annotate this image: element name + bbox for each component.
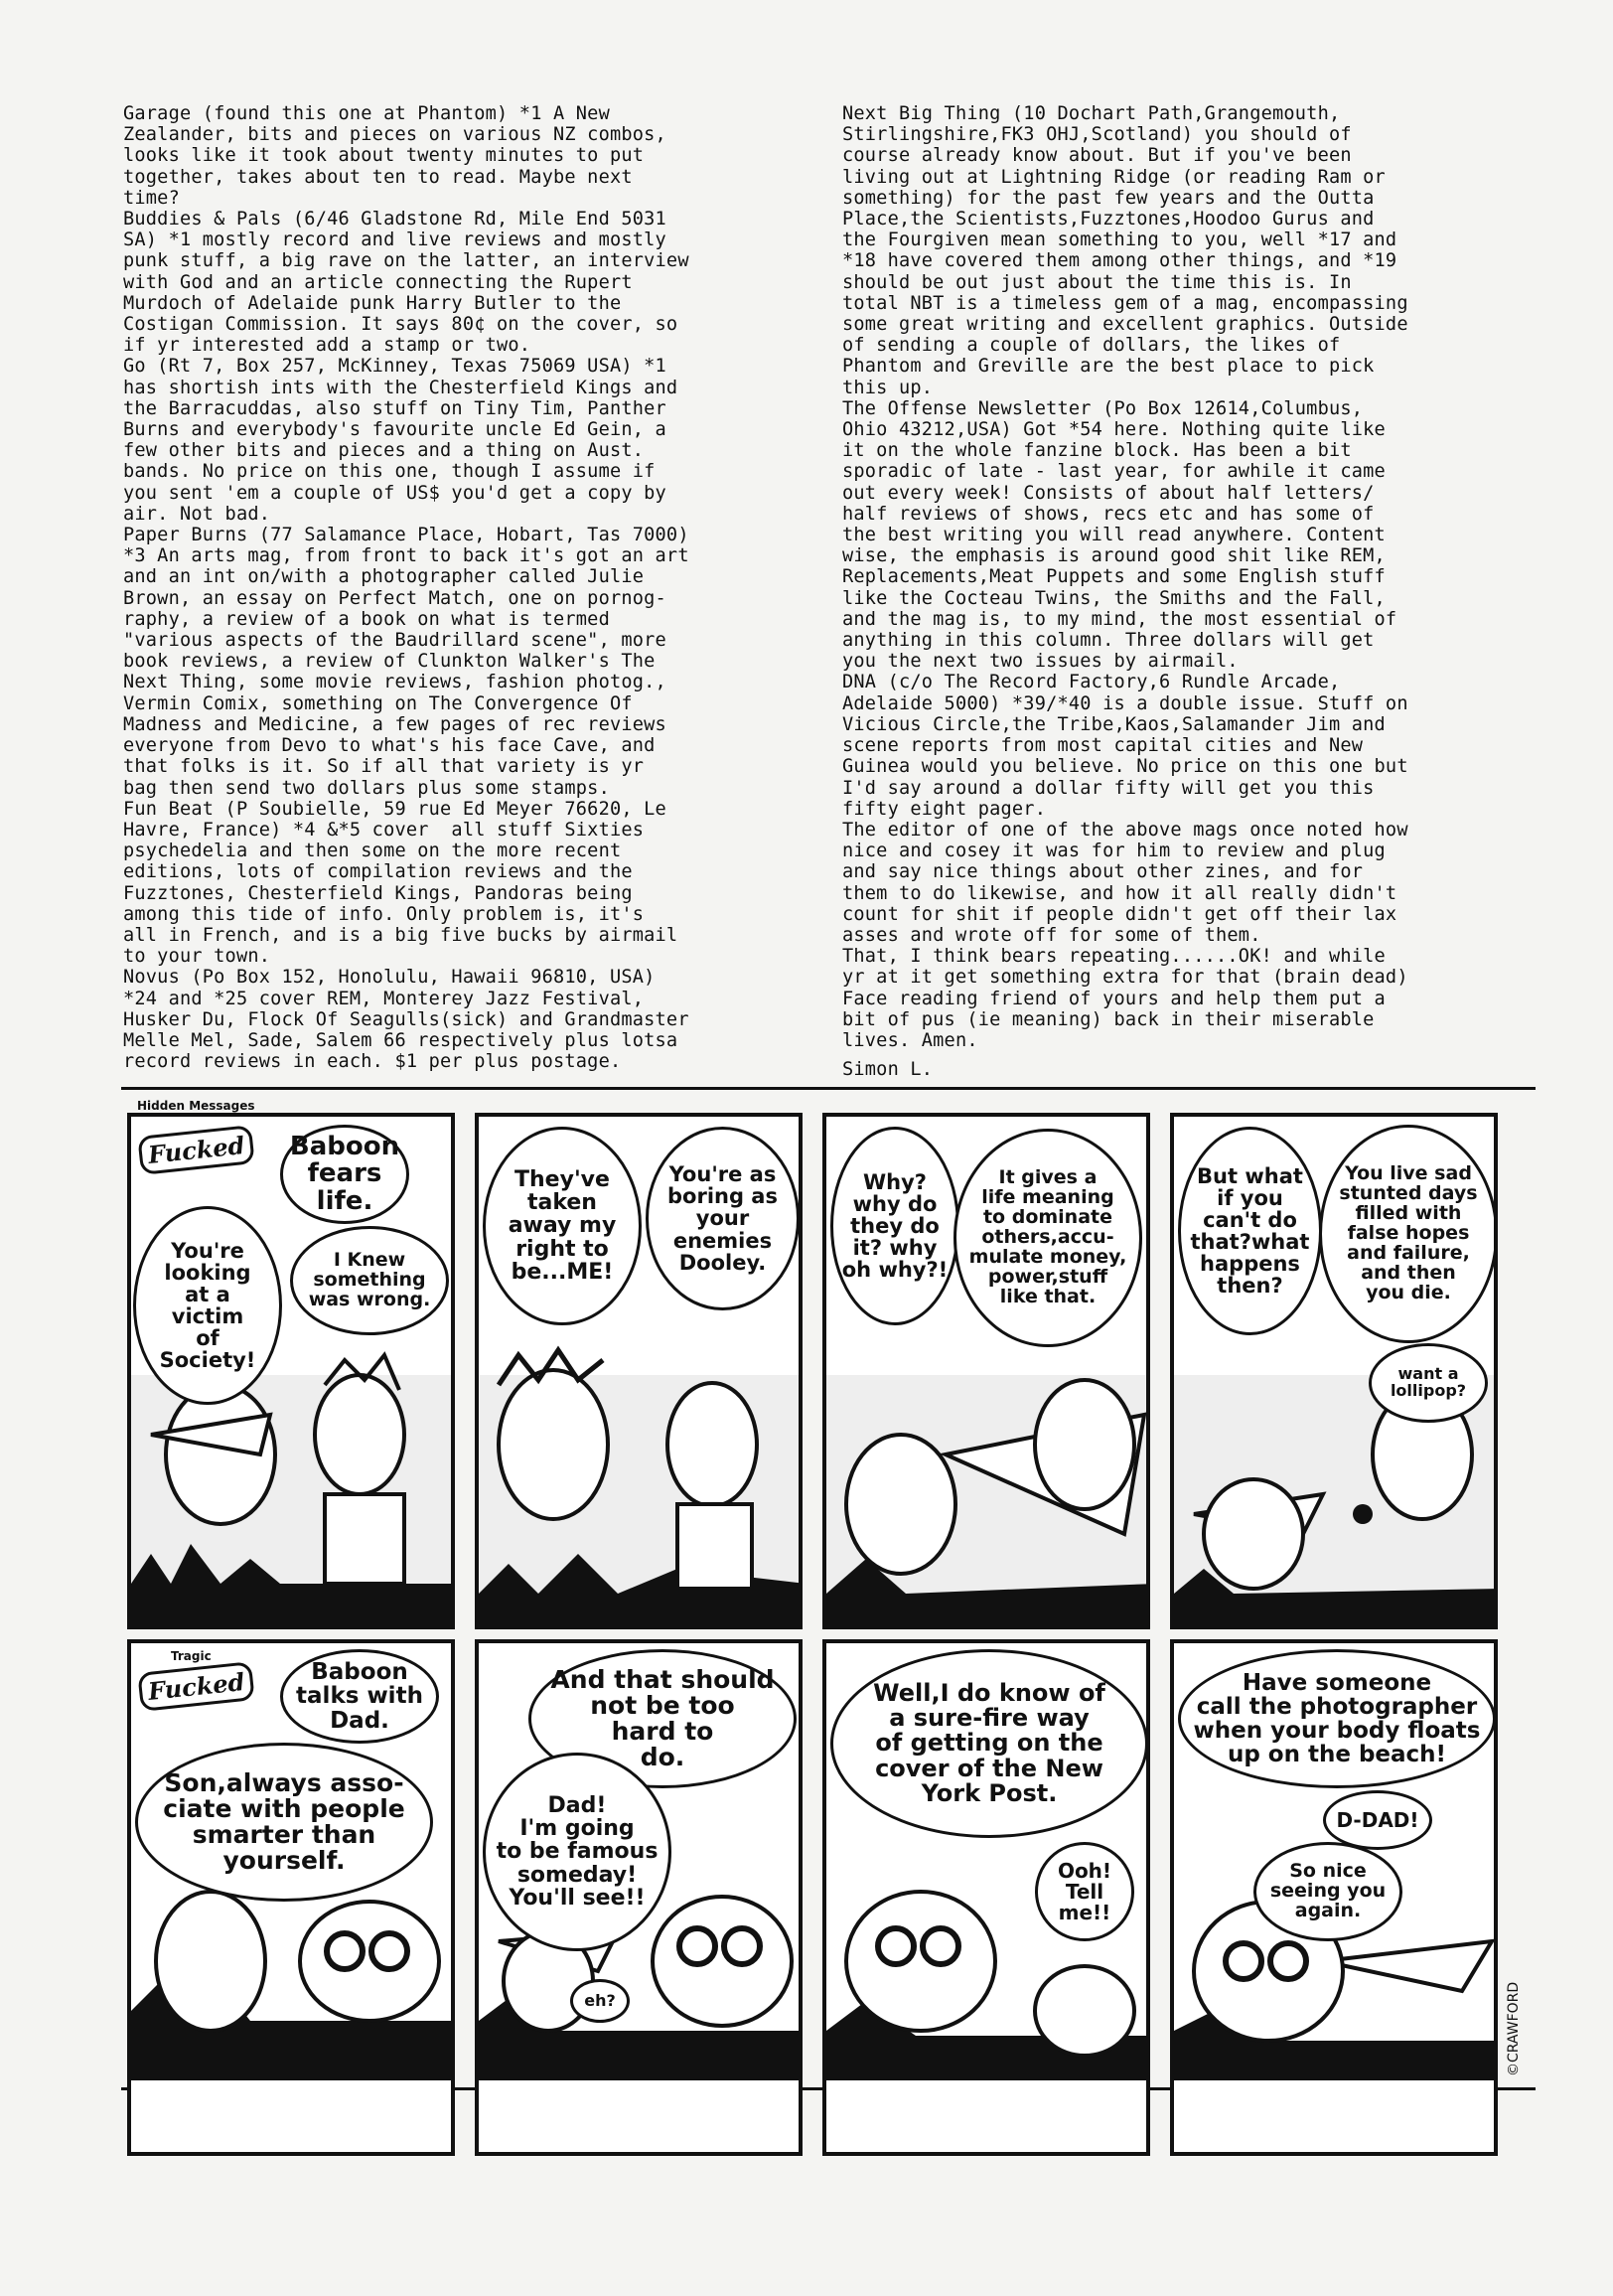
signoff: Simon L.	[842, 1059, 934, 1080]
section-divider-top	[121, 1087, 1536, 1090]
caption-bubble: Baboon talks with Dad.	[280, 1649, 439, 1744]
speech-bubble: So nice seeing you again.	[1253, 1842, 1402, 1941]
speech-bubble: eh?	[570, 1979, 630, 2023]
caption-bubble: Baboon fears life.	[280, 1125, 409, 1224]
speech-bubble: Have someone call the photographer when your body floats up on the beach!	[1178, 1649, 1496, 1788]
comic-header: Hidden Messages	[137, 1099, 255, 1113]
speech-bubble: You live sad stunted days filled with false hopes and failure, and then you die.	[1319, 1125, 1498, 1343]
comic-panel-5	[127, 1639, 455, 2156]
artist-signature: ©CRAWFORD	[1506, 1981, 1522, 2076]
fucked-logo: Fucked	[137, 1125, 255, 1175]
comic-header: Tragic	[171, 1649, 212, 1663]
speech-bubble: Dad! I'm going to be famous someday! You'll see!!	[483, 1753, 671, 1951]
comic-panel-3	[822, 1113, 1150, 1629]
speech-bubble: Ooh! Tell me!!	[1035, 1842, 1134, 1941]
comic-panel-1	[127, 1113, 455, 1629]
fucked-logo: Fucked	[137, 1661, 255, 1712]
speech-bubble: And that should not be too hard to do.	[528, 1649, 797, 1788]
review-column-left: Garage (found this one at Phantom) *1 A New Zealander, bits and pieces on various NZ combos, looks like it took about twenty minutes to put together, takes about ten to read. Maybe next time? Buddies & Pals (6/46 Gladstone Rd, Mile End 5031 SA) *1 mostly record and live reviews and mostly punk stuff, a big rave on the latter, an interview with God and an article connecting the Rupert Murdoch of Adelaide punk Harry Butler to the Costigan Commission. It says 80¢ on the cover, so if yr interested add a stamp or two. Go (Rt 7, Box 257, McKinney, Texas 75069 USA) *1 has shortish ints with the Chesterfield Kings and the Barracuddas, also stuff on Tiny Tim, Panther Burns and everybody's favourite uncle Ed Gein, a few other bits and pieces and a thing on Aust. bands. No price on this one, though I assume if you sent 'em a couple of US$ you'd get a copy by air. Not bad. Paper Burns (77 Salamance Place, Hobart, Tas 7000) *3 An arts mag, from front to back it's got an art and an int on/with a photographer called Julie Brown, an essay on Perfect Match, one on pornog- raphy, a review of a book on what is termed "various aspects of the Baudrillard scene", more book reviews, a review of Clunkton Walker's The Next Thing, some movie reviews, fashion photog., Vermin Comix, something on The Convergence Of Madness and Medicine, a few pages of rec reviews everyone from Devo to what's his face Cave, and that folks is it. So if all that variety is yr bag then send two dollars plus some stamps. Fun Beat (P Soubielle, 59 rue Ed Meyer 76620, Le Havre, France) *4 &*5 cover all stuff Sixties psychedelia and then some on the more recent editions, lots of compilation reviews and the Fuzztones, Chesterfield Kings, Pandoras being among this tide of info. Only problem is, it's all in French, and is a big five bucks by airmail to your town. Novus (Po Box 152, Honolulu, Hawaii 96810, USA) *24 and *25 cover REM, Monterey Jazz Festival, Husker Du, Flock Of Seagulls(sick) and Grandmaster Melle Mel, Sade, Salem 66 respectively plus lotsa record reviews in each. $1 per plus postage.	[123, 103, 689, 1073]
speech-bubble: D-DAD!	[1323, 1790, 1432, 1850]
speech-bubble: It gives a life meaning to dominate others,accu- mulate money, power,stuff like that.	[953, 1129, 1142, 1347]
comic-panel-7	[822, 1639, 1150, 2156]
speech-bubble: Well,I do know of a sure-fire way of getting on the cover of the New York Post.	[830, 1649, 1148, 1838]
comic-panel-2	[475, 1113, 803, 1629]
speech-bubble: You're looking at a victim of Society!	[133, 1206, 282, 1405]
comic-panel-6	[475, 1639, 803, 2156]
speech-bubble: I Knew something was wrong.	[290, 1226, 449, 1335]
speech-bubble: But what if you can't do that?what happens then?	[1178, 1127, 1322, 1335]
comic-panel-4	[1170, 1113, 1498, 1629]
speech-bubble: You're as boring as your enemies Dooley.	[646, 1127, 800, 1310]
speech-bubble: They've taken away my right to be...ME!	[483, 1127, 642, 1325]
comic-panel-8	[1170, 1639, 1498, 2156]
speech-bubble: Why? why do they do it? why oh why?!	[830, 1127, 959, 1325]
review-column-right: Next Big Thing (10 Dochart Path,Grangemouth, Stirlingshire,FK3 OHJ,Scotland) you should of course already know about. But if you've been living out at Lightning Ridge (or reading Ram or something) for the past few years and the Outta Place,the Scientists,Fuzztones,Hoodoo Gurus and the Fourgiven mean something to you, well *17 and *18 have covered them among other things, and *19 should be out just about the time this is. In total NBT is a timeless gem of a mag, encompassing some great writing and excellent graphics. Outside of sending a couple of dollars, the likes of Phantom and Greville are the best place to pick this up. The Offense Newsletter (Po Box 12614,Columbus, Ohio 43212,USA) Got *54 here. Nothing quite like it on the whole fanzine block. Has been a bit sporadic of late - last year, for awhile it came out every week! Consists of about half letters/ half reviews of shows, recs etc and has some of the best writing you will read anywhere. Content wise, the emphasis is around good shit like REM, Replacements,Meat Puppets and some English stuff like the Cocteau Twins, the Smiths and the Fall, and the mag is, to my mind, the most essential of anything in this column. Three dollars will get you the next two issues by airmail. DNA (c/o The Record Factory,6 Rundle Arcade, Adelaide 5000) *39/*40 is a double issue. Stuff on Vicious Circle,the Tribe,Kaos,Salamander Jim and scene reports from most capital cities and New Guinea would you believe. No price on this one but I'd say around a dollar fifty will get you this fifty eight pager. The editor of one of the above mags once noted how nice and cosey it was for him to review and plug and say nice things about other zines, and for them to do likewise, and how it all really didn't count for shit if people didn't get off their lax asses and wrote off for some of them. That, I think bears repeating......OK! and while yr at it get something extra for that (brain dead) Face reading friend of yours and help them put a bit of pus (ie meaning) back in their miserable lives. Amen.	[842, 103, 1408, 1051]
speech-bubble: Son,always asso- ciate with people smarter than yourself.	[135, 1743, 433, 1902]
speech-bubble: want a lollipop?	[1369, 1343, 1488, 1423]
